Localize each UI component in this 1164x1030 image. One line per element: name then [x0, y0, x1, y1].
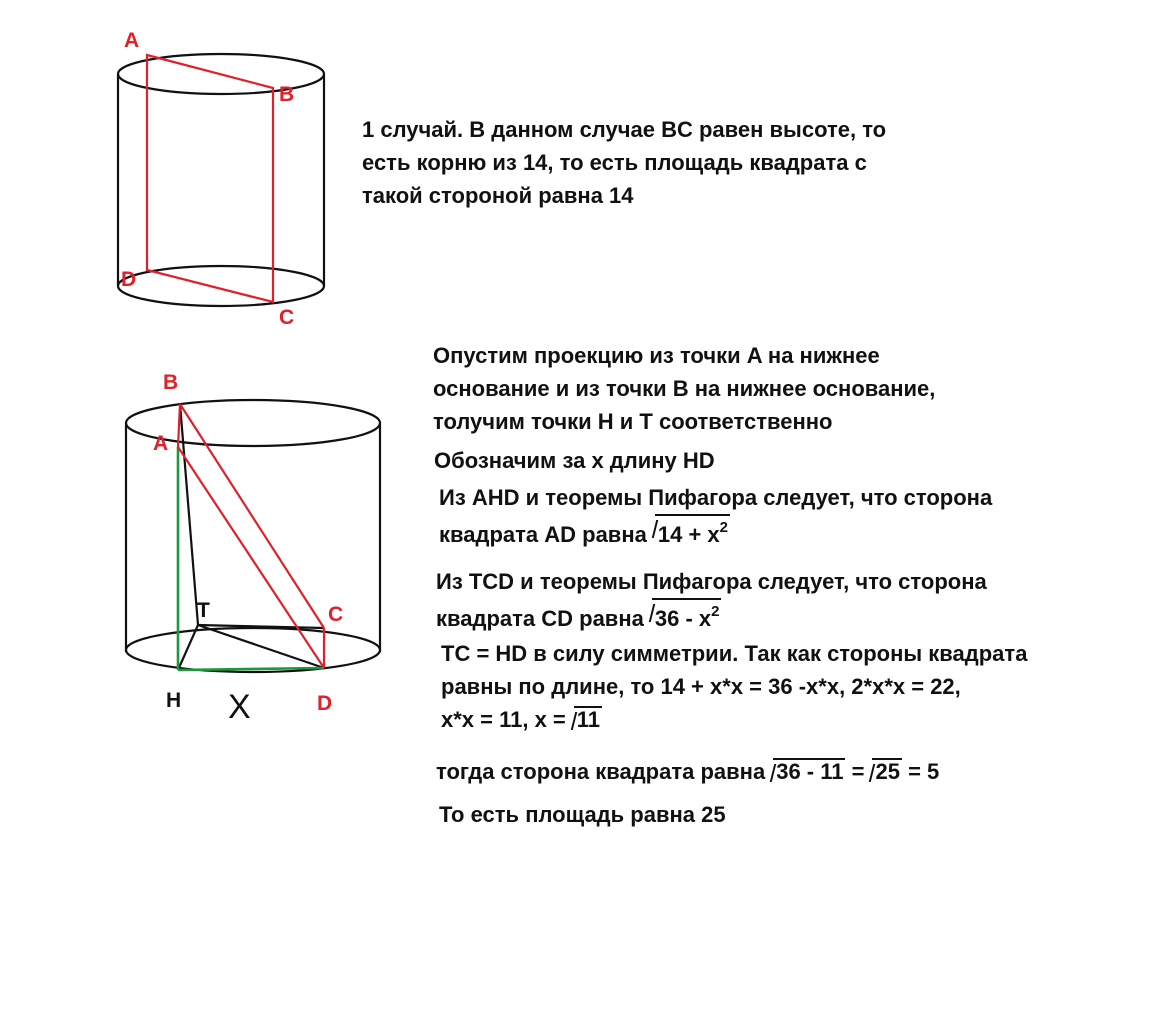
segment-ba: [178, 404, 180, 447]
ahd-radicand: 14 + x: [657, 522, 720, 547]
label-b-2: B: [163, 371, 179, 394]
label-a-2: A: [153, 432, 169, 455]
ahd-exponent: 2: [719, 519, 728, 536]
symmetry-line-1: TC = HD в силу симметрии. Так как стороны квадрата: [441, 641, 1028, 666]
symmetry-sqrt: [574, 706, 602, 732]
symmetry-radicand: 11: [576, 707, 601, 732]
tcd-text: [436, 565, 987, 635]
case1-line-1: 1 случай. В данном случае BC равен высоте, то: [362, 117, 887, 142]
side-eq-1: =: [851, 759, 865, 784]
ahd-sqrt: [655, 514, 730, 547]
cylinder-2-bottom: [126, 628, 380, 672]
case1-line-3: такой стороной равна 14: [362, 183, 634, 208]
segment-tc: [198, 625, 324, 628]
label-x: X: [228, 688, 251, 726]
label-b-1: B: [279, 83, 295, 106]
label-c-2: C: [328, 603, 344, 626]
denote-text: Обозначим за x длину HD: [434, 448, 715, 473]
area-text: То есть площадь равна 25: [439, 802, 726, 827]
ahd-line-2: [439, 514, 992, 551]
label-d-1: D: [121, 268, 137, 291]
case1-text: [362, 113, 886, 212]
ahd-text: [439, 481, 992, 551]
projection-line-1: Опустим проекцию из точки A на нижнее: [433, 343, 880, 368]
cylinder-1-bottom: [118, 266, 324, 306]
side-text: [436, 755, 939, 788]
side-eq-2: = 5: [908, 759, 940, 784]
side-radicand-2: 25: [875, 759, 900, 784]
ahd-line-1: Из AHD и теоремы Пифагора следует, что сторона: [439, 485, 993, 510]
case1-line-2: есть корню из 14, то есть площадь квадрата с: [362, 150, 867, 175]
label-a-1: A: [124, 29, 140, 52]
side-prefix: тогда сторона квадрата равна: [436, 759, 766, 784]
projection-line-2: основание и из точки B на нижнее основание,: [433, 376, 936, 401]
symmetry-text: [441, 637, 1027, 736]
tcd-line-2: [436, 598, 987, 635]
tcd-radicand: 36 - x: [654, 606, 712, 631]
symmetry-line-2: равны по длине, то 14 + x*x = 36 -x*x, 2*x*x = 22,: [441, 674, 961, 699]
label-c-1: C: [279, 306, 295, 329]
projection-line-3: толучим точки H и T соответственно: [433, 409, 833, 434]
ahd-line-2-prefix: квадрата AD равна: [439, 522, 647, 547]
tcd-sqrt: [652, 598, 722, 631]
tcd-line-2-prefix: квадрата CD равна: [436, 606, 644, 631]
label-h-2: H: [166, 689, 182, 712]
side-sqrt-2: [872, 758, 901, 784]
segment-ad: [178, 447, 324, 668]
side-sqrt-1: [773, 758, 845, 784]
projection-text: [433, 339, 935, 438]
label-t-2: T: [197, 599, 210, 622]
segment-td: [198, 625, 324, 668]
segment-bc: [180, 404, 324, 628]
label-d-2: D: [317, 692, 333, 715]
symmetry-line-3-prefix: x*x = 11, x =: [441, 707, 566, 732]
projection-bt: [180, 404, 198, 625]
symmetry-line-3: [441, 703, 1027, 736]
tcd-exponent: 2: [711, 603, 720, 620]
tcd-line-1: Из TCD и теоремы Пифагора следует, что сторона: [436, 569, 987, 594]
side-radicand-1: 36 - 11: [776, 759, 844, 784]
